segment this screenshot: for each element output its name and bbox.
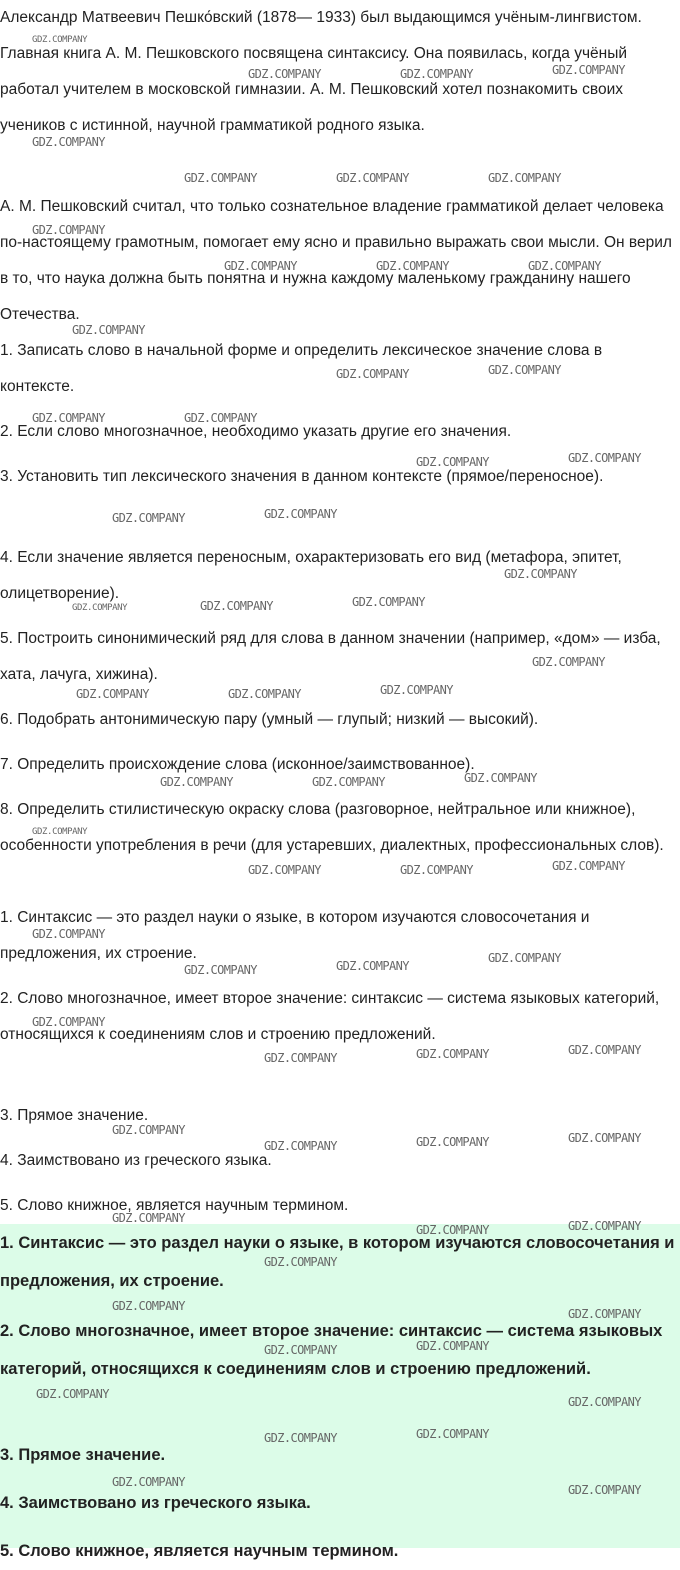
analysis-item-3: 3. Прямое значение. (0, 1107, 149, 1124)
answer-item-4: 4. Заимствовано из греческого языка. (0, 1494, 311, 1512)
watermark: GDZ.COMPANY (36, 1387, 109, 1401)
watermark: GDZ.COMPANY (532, 655, 605, 669)
watermark: GDZ.COMPANY (112, 1475, 185, 1489)
watermark: GDZ.COMPANY (416, 1427, 489, 1441)
task-item-7: 7. Определить происхождение слова (исконное/заимствованное). (0, 756, 475, 773)
watermark: GDZ.COMPANY (336, 367, 409, 381)
watermark: GDZ.COMPANY (352, 595, 425, 609)
analysis-item-5: 5. Слово книжное, является научным термином. (0, 1197, 349, 1214)
watermark: GDZ.COMPANY (160, 775, 233, 789)
task-item-6: 6. Подобрать антонимическую пару (умный — глупый; низкий — высокий). (0, 711, 539, 728)
task-item-5: 5. Построить синонимический ряд для слова в данном значении (например, «дом» — изба, хата, лачуга, хижина). (0, 630, 661, 683)
watermark: GDZ.COMPANY (504, 567, 577, 581)
intro-paragraph-1: Александр Матвеевич Пешко́вский (1878— 1933) был выдающимся учёным-лингвистом. Главная книга А. М. Пешковского посвящена синтаксису. Она появилась, когда учёный работал учителем в московской гимназии. А. М. Пешковский хотел познакомить своих учеников с истинной, научной грамматикой родного языка. (0, 9, 642, 134)
watermark: GDZ.COMPANY (488, 363, 561, 377)
watermark: GDZ.COMPANY (264, 1255, 337, 1269)
watermark: GDZ.COMPANY (568, 1043, 641, 1057)
watermark: GDZ.COMPANY (264, 1343, 337, 1357)
watermark: GDZ.COMPANY (32, 35, 88, 45)
answer-item-2: 2. Слово многозначное, имеет второе значение: синтаксис — система языковых категорий, относящихся к соединениям слов и строению предложений. (0, 1322, 663, 1378)
watermark: GDZ.COMPANY (264, 1431, 337, 1445)
answer-item-5: 5. Слово книжное, является научным термином. (0, 1542, 399, 1560)
watermark: GDZ.COMPANY (376, 259, 449, 273)
watermark: GDZ.COMPANY (568, 1131, 641, 1145)
watermark: GDZ.COMPANY (464, 771, 537, 785)
watermark: GDZ.COMPANY (32, 1015, 105, 1029)
watermark: GDZ.COMPANY (112, 1211, 185, 1225)
watermark: GDZ.COMPANY (568, 1219, 641, 1233)
answer-block (0, 1224, 680, 1560)
watermark: GDZ.COMPANY (248, 863, 321, 877)
watermark: GDZ.COMPANY (264, 1139, 337, 1153)
watermark: GDZ.COMPANY (32, 411, 105, 425)
watermark: GDZ.COMPANY (568, 451, 641, 465)
watermark: GDZ.COMPANY (112, 1123, 185, 1137)
watermark: GDZ.COMPANY (112, 1299, 185, 1313)
watermark: GDZ.COMPANY (76, 687, 149, 701)
watermark: GDZ.COMPANY (416, 1339, 489, 1353)
task-item-2: 2. Если слово многозначное, необходимо указать другие его значения. (0, 423, 512, 440)
watermark: GDZ.COMPANY (224, 259, 297, 273)
watermark: GDZ.COMPANY (568, 1483, 641, 1497)
watermark: GDZ.COMPANY (416, 455, 489, 469)
watermark: GDZ.COMPANY (200, 599, 273, 613)
watermark: GDZ.COMPANY (568, 1395, 641, 1409)
task-item-3: 3. Установить тип лексического значения в данном контексте (прямое/переносное). (0, 468, 604, 485)
watermark: GDZ.COMPANY (528, 259, 601, 273)
watermark: GDZ.COMPANY (416, 1223, 489, 1237)
watermark: GDZ.COMPANY (416, 1047, 489, 1061)
watermark: GDZ.COMPANY (552, 859, 625, 873)
watermark: GDZ.COMPANY (568, 1307, 641, 1321)
analysis-item-1: 1. Синтаксис — это раздел науки о языке, в котором изучаются словосочетания и предложения, их строение. (0, 909, 590, 962)
watermark: GDZ.COMPANY (380, 683, 453, 697)
watermark: GDZ.COMPANY (72, 603, 128, 613)
task-item-4: 4. Если значение является переносным, охарактеризовать его вид (метафора, эпитет, олицетворение). (0, 549, 622, 602)
watermark: GDZ.COMPANY (32, 927, 105, 941)
watermark: GDZ.COMPANY (312, 775, 385, 789)
watermark: GDZ.COMPANY (400, 863, 473, 877)
watermark: GDZ.COMPANY (184, 411, 257, 425)
watermark: GDZ.COMPANY (336, 959, 409, 973)
answer-item-1: 1. Синтаксис — это раздел науки о языке, в котором изучаются словосочетания и предложения, их строение. (0, 1234, 675, 1290)
watermark: GDZ.COMPANY (112, 511, 185, 525)
watermark: GDZ.COMPANY (400, 67, 473, 81)
task-item-1: 1. Записать слово в начальной форме и определить лексическое значение слова в контексте. (0, 342, 603, 395)
watermark: GDZ.COMPANY (184, 963, 257, 977)
analysis-item-2: 2. Слово многозначное, имеет второе значение: синтаксис — система языковых категорий, относящихся к соединениям слов и строению предложений. (0, 990, 660, 1043)
watermark: GDZ.COMPANY (488, 951, 561, 965)
watermark: GDZ.COMPANY (228, 687, 301, 701)
watermark: GDZ.COMPANY (552, 63, 625, 77)
intro-paragraph-2: А. М. Пешковский считал, что только сознательное владение грамматикой делает человека по-настоящему грамотным, помогает ему ясно и правильно выражать свои мысли. Он верил в то, что наука должна быть понятна и нужна каждому маленькому гражданину нашего Отечества. (0, 198, 672, 323)
watermark: GDZ.COMPANY (336, 171, 409, 185)
watermark: GDZ.COMPANY (488, 171, 561, 185)
answer-item-3: 3. Прямое значение. (0, 1446, 166, 1464)
watermark: GDZ.COMPANY (32, 827, 88, 837)
watermark: GDZ.COMPANY (416, 1135, 489, 1149)
analysis-item-4: 4. Заимствовано из греческого языка. (0, 1152, 272, 1169)
watermark: GDZ.COMPANY (32, 223, 105, 237)
watermark: GDZ.COMPANY (264, 507, 337, 521)
watermark: GDZ.COMPANY (264, 1051, 337, 1065)
watermark: GDZ.COMPANY (184, 171, 257, 185)
watermark: GDZ.COMPANY (72, 323, 145, 337)
task-item-8: 8. Определить стилистическую окраску слова (разговорное, нейтральное или книжное), особенности употребления в речи (для устаревших, диалектных, профессиональных слов). (0, 801, 664, 854)
watermark: GDZ.COMPANY (248, 67, 321, 81)
watermark: GDZ.COMPANY (32, 135, 105, 149)
